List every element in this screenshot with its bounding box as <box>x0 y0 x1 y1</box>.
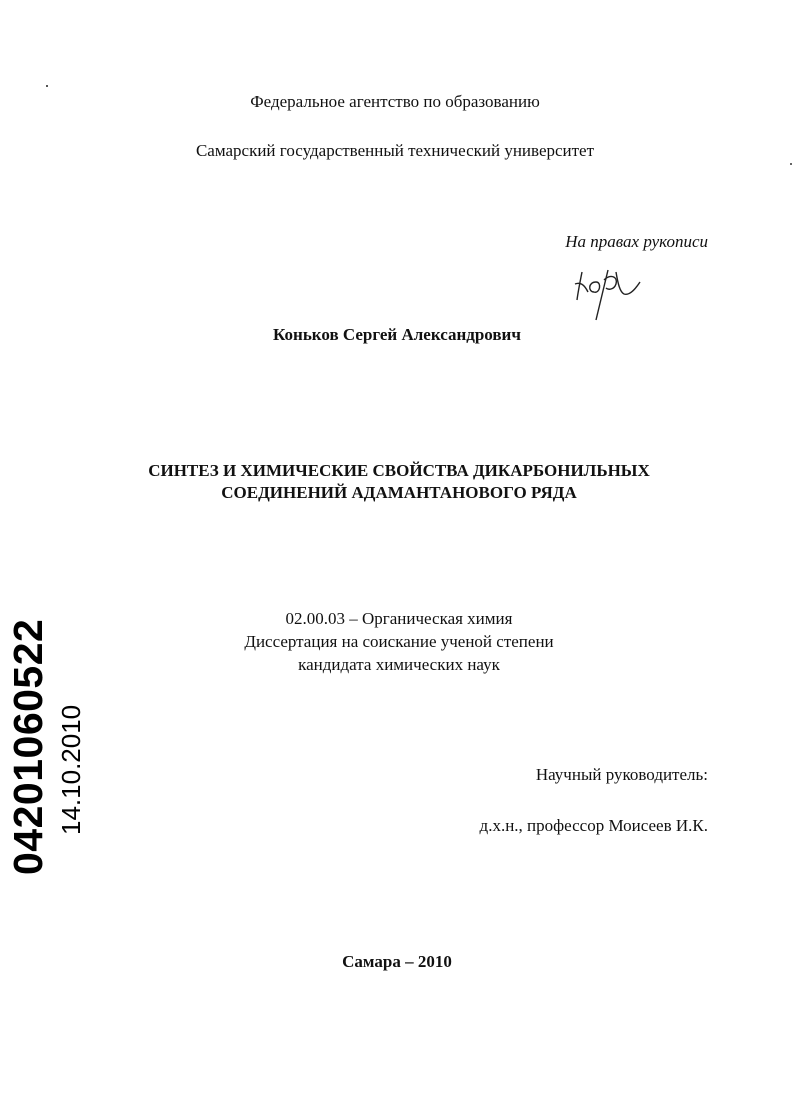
supervisor-name: д.х.н., профессор Моисеев И.К. <box>479 816 708 835</box>
title-line-1: СИНТЕЗ И ХИМИЧЕСКИЕ СВОЙСТВА ДИКАРБОНИЛЬНЫХ <box>148 461 650 480</box>
specialty-code: 02.00.03 – Органическая химия <box>285 609 513 628</box>
university-name: Самарский государственный технический университет <box>195 141 595 160</box>
dissertation-title <box>0 460 798 504</box>
rights-note: На правах рукописи <box>565 232 708 251</box>
stamp-date: 14.10.2010 <box>56 704 86 835</box>
handwritten-signature <box>574 262 654 322</box>
supervisor-label: Научный руководитель: <box>535 765 708 784</box>
city-year: Самара – 2010 <box>342 952 452 971</box>
library-stamp <box>5 618 86 875</box>
degree-line-2: кандидата химических наук <box>298 655 500 674</box>
stamp-number: 04201060522 <box>5 618 51 875</box>
scan-speck <box>46 85 48 87</box>
title-line-2: СОЕДИНЕНИЙ АДАМАНТАНОВОГО РЯДА <box>221 483 577 502</box>
degree-line-1: Диссертация на соискание ученой степени <box>244 632 554 651</box>
scan-speck <box>790 163 792 165</box>
specialty-block <box>0 607 798 676</box>
author-name: Коньков Сергей Александрович <box>273 325 521 344</box>
agency-name: Федеральное агентство по образованию <box>250 92 540 111</box>
